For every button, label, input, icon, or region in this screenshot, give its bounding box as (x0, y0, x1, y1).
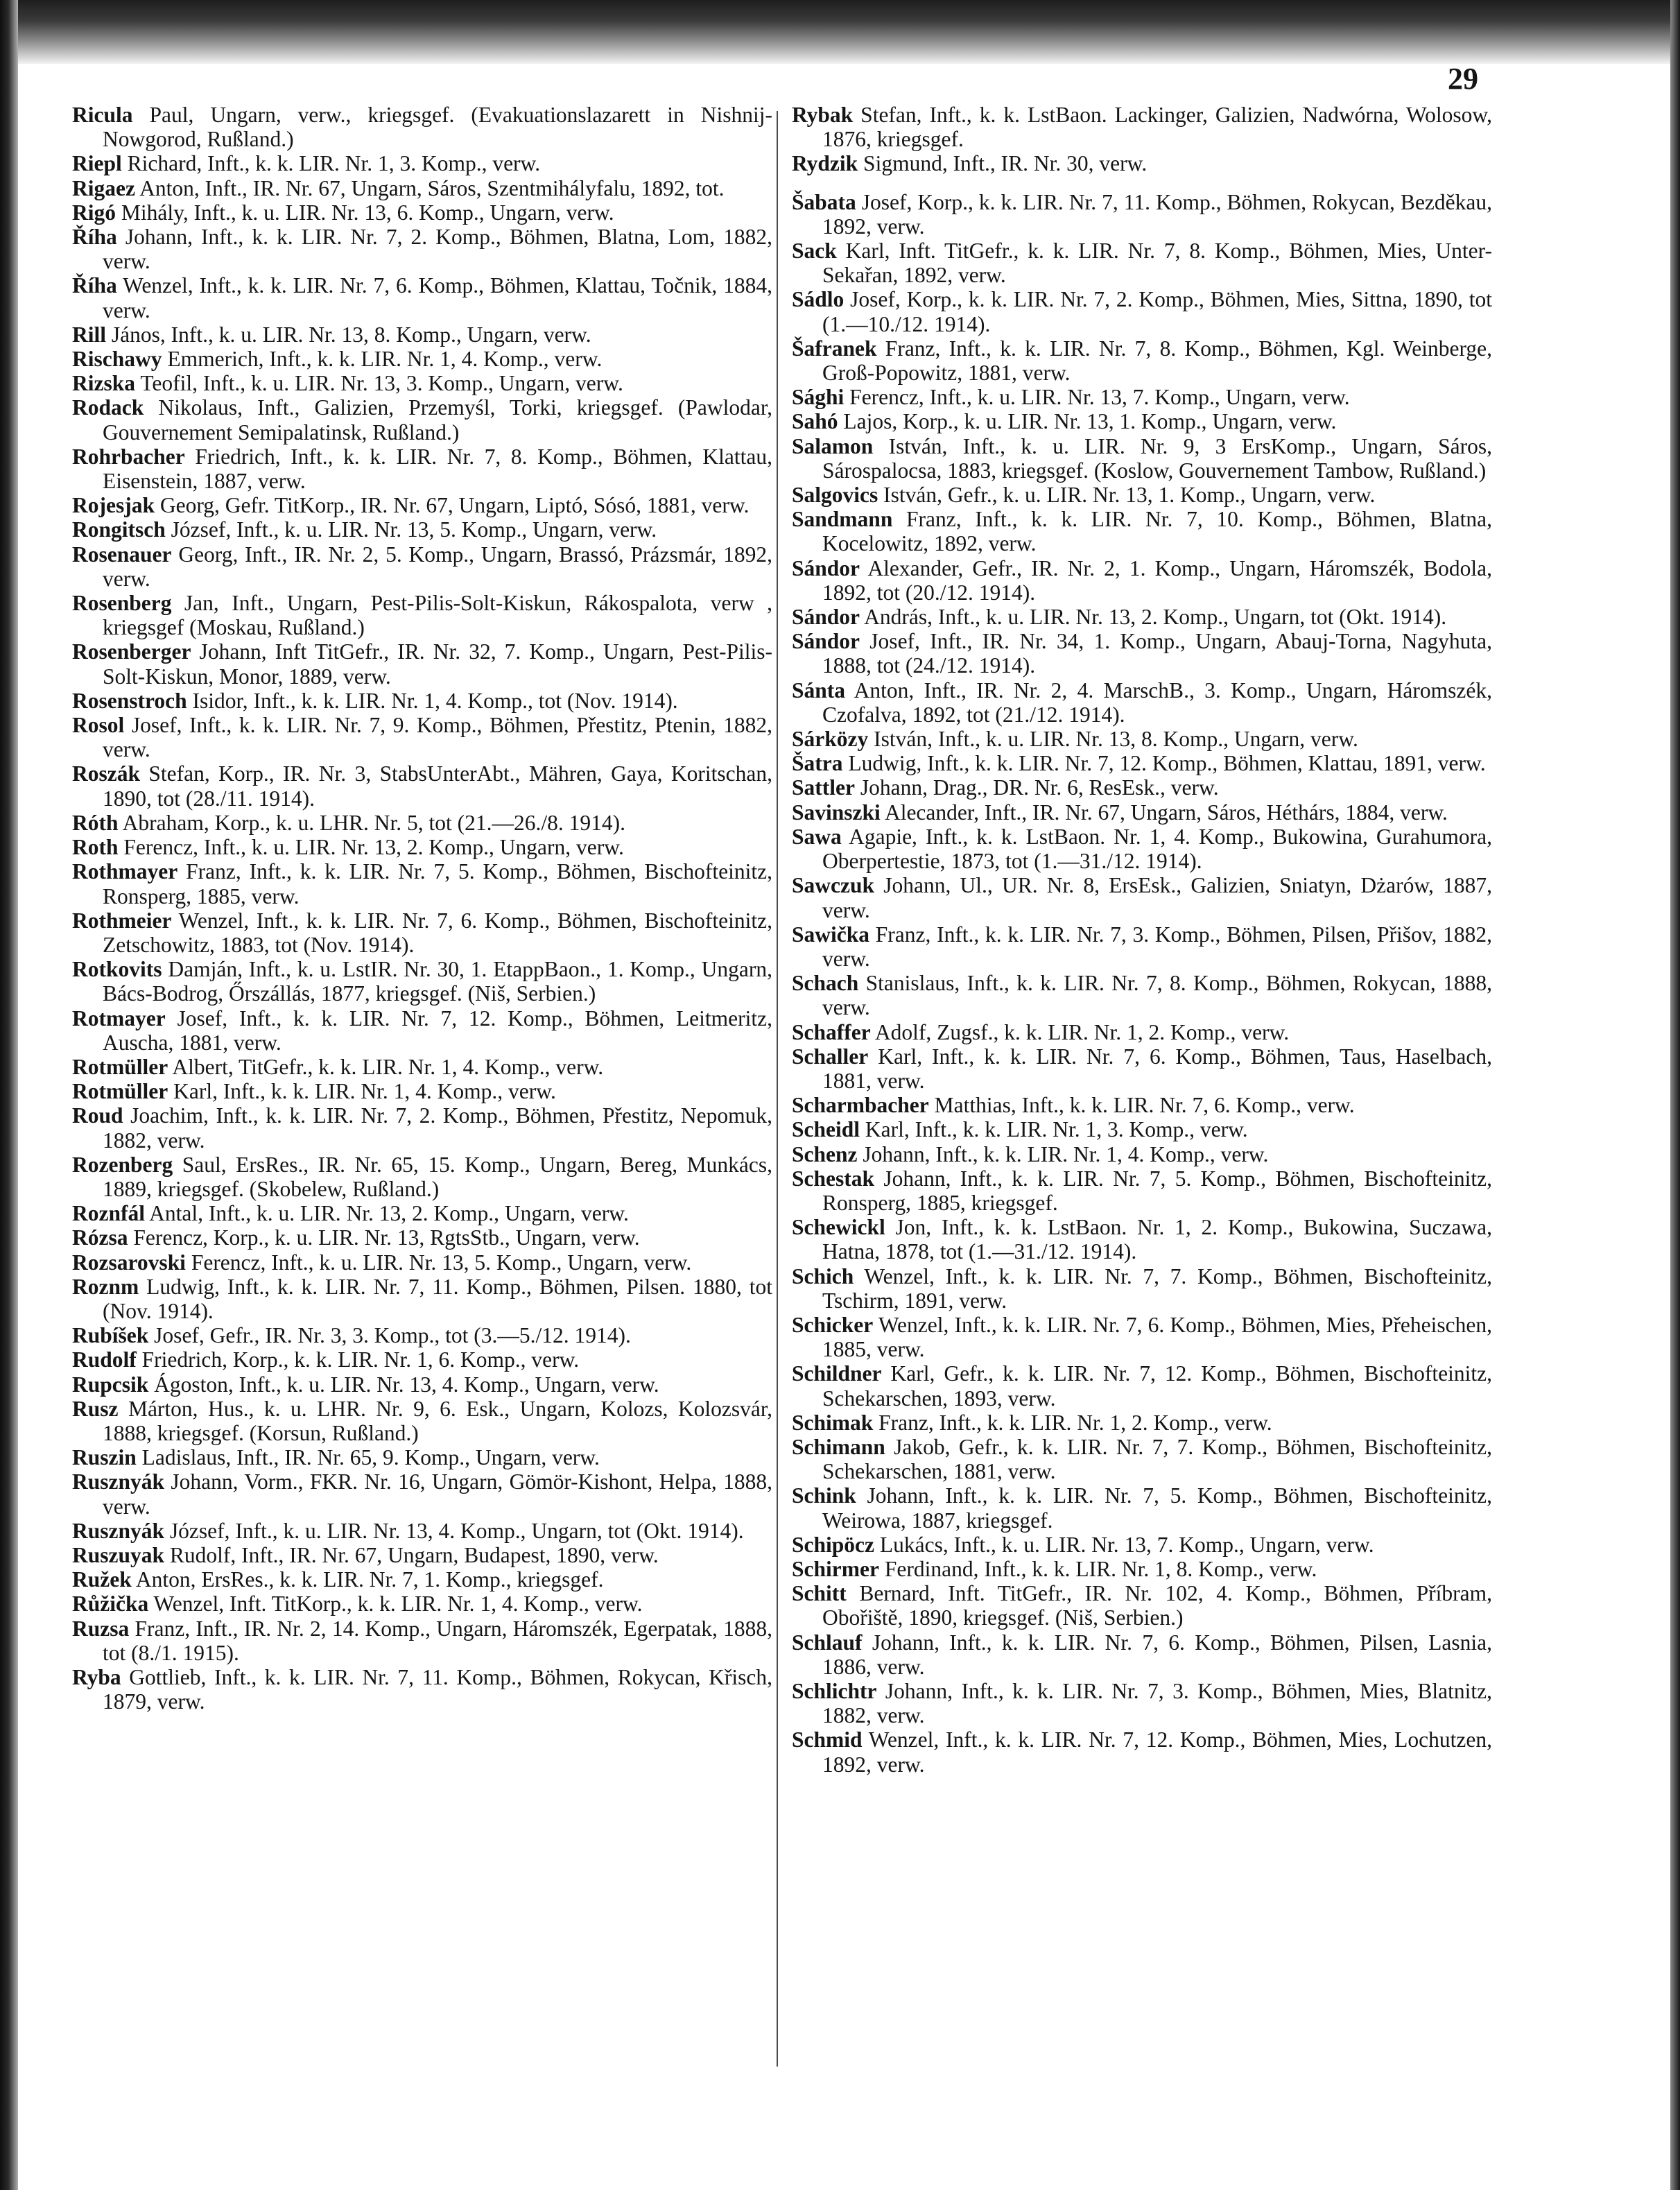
entry-surname: Sack (792, 239, 837, 264)
register-entry (72, 1323, 772, 1347)
section-gap (792, 176, 1492, 190)
entry-details: Jakob, Gefr., k. k. LIR. Nr. 7, 7. Komp., Böhmen, Bischofteinitz, Schekarschen, 1881, verw. (822, 1434, 1492, 1484)
entry-details: Johann, Ul., UR. Nr. 8, ErsEsk., Galizien, Sniatyn, Dżarów, 1887, verw. (822, 873, 1492, 922)
register-entry (72, 1592, 772, 1616)
register-entry (72, 273, 772, 322)
entry-details: Ferencz, Korp., k. u. LIR. Nr. 13, RgtsStb., Ungarn, verw. (128, 1225, 640, 1250)
entry-details: Saul, ErsRes., IR. Nr. 65, 15. Komp., Ungarn, Bereg, Munkács, 1889, kriegsgef. (Skobelew, Rußland.) (103, 1152, 772, 1201)
entry-surname: Salgovics (792, 483, 878, 508)
entry-details: Karl, Inft., k. k. LIR. Nr. 7, 6. Komp., Böhmen, Taus, Haselbach, 1881, verw. (822, 1044, 1492, 1093)
entry-details: Josef, Inft., k. k. LIR. Nr. 7, 9. Komp., Böhmen, Přestitz, Ptenin, 1882, verw. (103, 713, 772, 762)
entry-surname: Rózsa (72, 1225, 128, 1250)
entry-surname: Rongitsch (72, 517, 166, 542)
entry-details: Franz, Inft., k. k. LIR. Nr. 7, 3. Komp., Böhmen, Pilsen, Přišov, 1882, verw. (822, 922, 1492, 971)
entry-surname: Roth (72, 835, 119, 860)
entry-surname: Schimann (792, 1434, 885, 1459)
entry-surname: Rusz (72, 1396, 119, 1421)
register-entry (72, 1250, 772, 1275)
entry-details: Josef, Inft., IR. Nr. 34, 1. Komp., Ungarn, Abauj-Torna, Nagyhuta, 1888, tot (24./12. 1914). (822, 629, 1492, 678)
register-entry (792, 971, 1492, 1019)
register-entry (72, 151, 772, 175)
register-entry (72, 1372, 772, 1397)
register-entry (72, 1519, 772, 1543)
entry-details: Paul, Ungarn, verw., kriegsgef. (Evakuationslazarett in Nishnij-Nowgorod, Rußland.) (103, 103, 772, 152)
entry-details: Ferencz, Inft., k. u. LIR. Nr. 13, 5. Komp., Ungarn, verw. (185, 1250, 692, 1275)
register-entry (72, 445, 772, 493)
register-entry (72, 689, 772, 713)
entry-details: Albert, TitGefr., k. k. LIR. Nr. 1, 4. Komp., verw. (168, 1054, 604, 1079)
register-entry (72, 200, 772, 225)
register-entry (72, 395, 772, 444)
entry-details: Gottlieb, Inft., k. k. LIR. Nr. 7, 11. Komp., Böhmen, Rokycan, Křisch, 1879, verw. (103, 1665, 772, 1714)
entry-details: Friedrich, Inft., k. k. LIR. Nr. 7, 8. Komp., Böhmen, Klattau, Eisenstein, 1887, verw. (103, 444, 772, 494)
entry-details: Stefan, Inft., k. k. LstBaon. Lackinger, Galizien, Nadwórna, Wolosow, 1876, kriegsgef. (822, 103, 1492, 152)
entry-details: Matthias, Inft., k. k. LIR. Nr. 7, 6. Komp., verw. (928, 1093, 1355, 1118)
register-entry (792, 1533, 1492, 1557)
entry-details: Josef, Korp., k. k. LIR. Nr. 7, 2. Komp., Böhmen, Mies, Sittna, 1890, tot (1.—10./12. 1914). (822, 287, 1492, 336)
entry-details: Johann, Drag., DR. Nr. 6, ResEsk., verw. (854, 775, 1219, 800)
entry-surname: Sattler (792, 775, 855, 800)
entry-surname: Sawička (792, 922, 870, 947)
entry-details: Karl, Inft., k. k. LIR. Nr. 1, 4. Komp., verw. (168, 1079, 556, 1104)
entry-details: Franz, Inft., IR. Nr. 2, 14. Komp., Ungarn, Háromszék, Egerpatak, 1888, tot (8./1. 1915). (103, 1616, 772, 1665)
entry-details: Isidor, Inft., k. k. LIR. Nr. 1, 4. Komp., tot (Nov. 1914). (187, 688, 678, 713)
entry-details: Wenzel, Inft., k. k. LIR. Nr. 7, 6. Komp., Böhmen, Bischofteinitz, Zetschowitz, 1883, tot (Nov. 1914). (103, 908, 772, 957)
register-entry (72, 639, 772, 688)
register-entry (72, 542, 772, 591)
register-entry (792, 922, 1492, 971)
entry-surname: Sághi (792, 385, 845, 410)
register-entry (72, 1153, 772, 1201)
register-entry (792, 1142, 1492, 1166)
register-entry (792, 507, 1492, 555)
entry-details: Anton, Inft., IR. Nr. 2, 4. MarschB., 3. Komp., Ungarn, Háromszék, Czofalva, 1892, tot (21./12. 1914). (822, 678, 1492, 727)
entry-surname: Schewickl (792, 1215, 885, 1240)
entry-details: Josef, Korp., k. k. LIR. Nr. 7, 11. Komp., Böhmen, Rokycan, Bezděkau, 1892, verw. (822, 189, 1492, 239)
entry-details: Karl, Inft., k. k. LIR. Nr. 1, 3. Komp., verw. (860, 1117, 1248, 1142)
entry-surname: Rohrbacher (72, 444, 185, 469)
entry-surname: Schlichtr (792, 1679, 877, 1703)
entry-details: Ágoston, Inft., k. u. LIR. Nr. 13, 4. Komp., Ungarn, verw. (148, 1372, 659, 1397)
entry-details: Ladislaus, Inft., IR. Nr. 65, 9. Komp., Ungarn, verw. (136, 1445, 600, 1470)
entry-details: Rudolf, Inft., IR. Nr. 67, Ungarn, Budapest, 1890, verw. (164, 1542, 659, 1567)
register-entry (72, 1201, 772, 1225)
register-entry (792, 775, 1492, 800)
entry-details: János, Inft., k. u. LIR. Nr. 13, 8. Komp., Ungarn, verw. (106, 322, 591, 347)
entry-details: Ferencz, Inft., k. u. LIR. Nr. 13, 2. Komp., Ungarn, verw. (118, 835, 624, 860)
entry-details: Wenzel, Inft., k. k. LIR. Nr. 7, 7. Komp., Böhmen, Bischofteinitz, Tschirm, 1891, verw. (822, 1264, 1492, 1313)
entry-surname: Šafranek (792, 336, 877, 361)
left-column (72, 103, 772, 1714)
register-entry (792, 1630, 1492, 1679)
entry-details: Franz, Inft., k. k. LIR. Nr. 1, 2. Komp., verw. (873, 1410, 1272, 1435)
entry-surname: Rosenauer (72, 542, 172, 567)
register-entry (792, 727, 1492, 751)
entry-surname: Rotkovits (72, 957, 162, 982)
register-entry (72, 859, 772, 908)
entry-surname: Říha (72, 225, 117, 250)
register-entry (792, 605, 1492, 629)
register-entry (792, 1264, 1492, 1313)
entry-surname: Sándor (792, 629, 860, 654)
register-entry (792, 1435, 1492, 1483)
register-entry (792, 1727, 1492, 1776)
register-entry (792, 336, 1492, 385)
register-entry (72, 322, 772, 347)
register-entry (72, 1079, 772, 1103)
entry-surname: Schitt (792, 1581, 847, 1606)
entry-details: Johann, Inft., k. k. LIR. Nr. 7, 3. Komp., Böhmen, Mies, Blatnitz, 1882, verw. (822, 1679, 1492, 1728)
entry-details: Ferencz, Inft., k. u. LIR. Nr. 13, 7. Komp., Ungarn, verw. (844, 385, 1350, 410)
register-entry (72, 908, 772, 957)
entry-surname: Šatra (792, 751, 843, 776)
entry-surname: Ricula (72, 103, 133, 127)
register-entry (72, 1616, 772, 1665)
entry-details: Wenzel, Inft. TitKorp., k. k. LIR. Nr. 1, 4. Komp., verw. (148, 1592, 643, 1616)
register-entry (792, 1581, 1492, 1630)
entry-details: Jon, Inft., k. k. LstBaon. Nr. 1, 2. Komp., Bukowina, Suczawa, Hatna, 1878, tot (1.—31./12. 1914). (822, 1215, 1492, 1264)
entry-surname: Rusznyák (72, 1518, 165, 1543)
entry-surname: Schmid (792, 1727, 863, 1752)
entry-surname: Ryba (72, 1665, 121, 1689)
entry-details: József, Inft., k. u. LIR. Nr. 13, 4. Komp., Ungarn, tot (Okt. 1914). (164, 1518, 744, 1543)
entry-details: Franz, Inft., k. k. LIR. Nr. 7, 10. Komp., Böhmen, Blatna, Kocelowitz, 1892, verw. (822, 507, 1492, 556)
entry-surname: Salamon (792, 433, 874, 458)
entry-surname: Schicker (792, 1312, 874, 1337)
entry-surname: Rischawy (72, 347, 162, 372)
scan-edge-top (0, 0, 1680, 64)
entry-surname: Sádlo (792, 287, 845, 312)
register-entry (792, 1166, 1492, 1215)
entry-details: Damján, Inft., k. u. LstIR. Nr. 30, 1. EtappBaon., 1. Komp., Ungarn, Bács-Bodrog, Őrszállás, 1877, kriegsgef. (Niš, Serbien.) (103, 957, 772, 1006)
column-divider (777, 111, 778, 2067)
entry-surname: Sawa (792, 824, 842, 849)
entry-surname: Sánta (792, 678, 846, 702)
register-entry (792, 1313, 1492, 1361)
entry-details: Karl, Gefr., k. k. LIR. Nr. 7, 12. Komp., Böhmen, Bischofteinitz, Schekarschen, 1893, verw. (822, 1361, 1492, 1411)
register-entry (72, 225, 772, 273)
entry-surname: Ruszin (72, 1445, 137, 1470)
entry-surname: Ruszuyak (72, 1542, 165, 1567)
entry-surname: Ruzsa (72, 1616, 130, 1641)
register-entry (792, 1411, 1492, 1435)
entry-surname: Rosol (72, 713, 125, 738)
register-entry (792, 239, 1492, 287)
entry-details: István, Gefr., k. u. LIR. Nr. 13, 1. Komp., Ungarn, verw. (878, 483, 1376, 508)
entry-details: Karl, Inft. TitGefr., k. k. LIR. Nr. 7, 8. Komp., Böhmen, Mies, Unter-Sekařan, 1892, verw. (822, 239, 1492, 288)
register-entry (792, 800, 1492, 825)
entry-details: Lukács, Inft., k. u. LIR. Nr. 13, 7. Komp., Ungarn, verw. (874, 1532, 1374, 1557)
entry-surname: Róth (72, 810, 119, 835)
entry-details: Agapie, Inft., k. k. LstBaon. Nr. 1, 4. Komp., Bukowina, Gurahumora, Oberpertestie, 1873, tot (1.—31./12. 1914). (822, 824, 1492, 874)
entry-surname: Schipöcz (792, 1532, 875, 1557)
register-entry (72, 1543, 772, 1567)
register-entry (792, 151, 1492, 175)
register-entry (72, 347, 772, 371)
entry-surname: Rudolf (72, 1347, 137, 1372)
entry-details: Wenzel, Inft., k. k. LIR. Nr. 7, 6. Komp., Böhmen, Mies, Přeheischen, 1885, verw. (822, 1312, 1492, 1362)
register-entry (792, 1093, 1492, 1117)
entry-details: Johann, Inft TitGefr., IR. Nr. 32, 7. Komp., Ungarn, Pest-Pilis-Solt-Kiskun, Monor, 1889, verw. (103, 639, 772, 689)
entry-details: Johann, Inft., k. k. LIR. Nr. 1, 4. Komp., verw. (857, 1141, 1269, 1166)
entry-details: Mihály, Inft., k. u. LIR. Nr. 13, 6. Komp., Ungarn, verw. (116, 200, 614, 225)
entry-surname: Sahó (792, 409, 838, 434)
register-entry (792, 678, 1492, 727)
register-entry (792, 483, 1492, 507)
entry-surname: Rybak (792, 103, 854, 127)
entry-surname: Schenz (792, 1141, 858, 1166)
register-entry (792, 1020, 1492, 1044)
register-entry (72, 835, 772, 859)
register-entry (792, 629, 1492, 678)
entry-details: András, Inft., k. u. LIR. Nr. 13, 2. Komp., Ungarn, tot (Okt. 1914). (860, 605, 1447, 630)
entry-surname: Sandmann (792, 507, 893, 532)
entry-details: József, Inft., k. u. LIR. Nr. 13, 5. Komp., Ungarn, verw. (165, 517, 657, 542)
entry-details: Alexander, Gefr., IR. Nr. 2, 1. Komp., Ungarn, Háromszék, Bodola, 1892, tot (20./12. 1914). (822, 555, 1492, 605)
entry-surname: Schimak (792, 1410, 874, 1435)
entry-details: Anton, ErsRes., k. k. LIR. Nr. 7, 1. Komp., kriegsgef. (131, 1567, 604, 1592)
register-entry (792, 751, 1492, 775)
entry-details: Ludwig, Inft., k. k. LIR. Nr. 7, 11. Komp., Böhmen, Pilsen. 1880, tot (Nov. 1914). (103, 1274, 772, 1323)
register-entry (72, 1006, 772, 1055)
register-entry (792, 103, 1492, 151)
register-entry (792, 825, 1492, 873)
entry-surname: Rigó (72, 200, 116, 225)
entry-surname: Rotmayer (72, 1006, 166, 1031)
entry-surname: Rozenberg (72, 1152, 173, 1177)
entry-details: Márton, Hus., k. u. LHR. Nr. 9, 6. Esk., Ungarn, Kolozs, Kolozsvár, 1888, kriegsgef. (Korsun, Rußland.) (103, 1396, 772, 1445)
entry-surname: Schlauf (792, 1630, 863, 1655)
register-entry (792, 190, 1492, 239)
entry-details: Franz, Inft., k. k. LIR. Nr. 7, 5. Komp., Böhmen, Bischofteinitz, Ronsperg, 1885, verw. (103, 859, 772, 908)
entry-surname: Roznfál (72, 1201, 145, 1226)
entry-details: Ludwig, Inft., k. k. LIR. Nr. 7, 12. Komp., Böhmen, Klattau, 1891, verw. (842, 751, 1486, 776)
register-entry (792, 1044, 1492, 1093)
register-entry (72, 1469, 772, 1518)
scan-edge-right (1670, 0, 1680, 2190)
entry-surname: Rosenberger (72, 639, 191, 664)
register-entry (792, 1215, 1492, 1264)
entry-surname: Rydzik (792, 151, 858, 176)
scan-edge-left (0, 0, 18, 2190)
entry-surname: Rodack (72, 395, 144, 420)
register-entry (72, 1103, 772, 1152)
register-entry (792, 556, 1492, 605)
entry-surname: Savinszki (792, 800, 881, 825)
entry-surname: Roud (72, 1103, 123, 1128)
register-entry (72, 1567, 772, 1592)
entry-details: Stanislaus, Inft., k. k. LIR. Nr. 7, 8. Komp., Böhmen, Rokycan, 1888, verw. (822, 971, 1492, 1020)
register-entry (72, 103, 772, 151)
entry-details: Adolf, Zugsf., k. k. LIR. Nr. 1, 2. Komp., verw. (870, 1019, 1290, 1044)
entry-details: Alecander, Inft., IR. Nr. 67, Ungarn, Sáros, Héthárs, 1884, verw. (880, 800, 1448, 825)
entry-details: Josef, Inft., k. k. LIR. Nr. 7, 12. Komp., Böhmen, Leitmeritz, Auscha, 1881, verw. (103, 1006, 772, 1055)
entry-surname: Schestak (792, 1166, 875, 1191)
entry-surname: Ružek (72, 1567, 132, 1592)
entry-details: István, Inft., k. u. LIR. Nr. 13, 8. Komp., Ungarn, verw. (868, 727, 1358, 752)
entry-surname: Rotmüller (72, 1079, 168, 1104)
entry-details: István, Inft., k. u. LIR. Nr. 9, 3 ErsKomp., Ungarn, Sáros, Sárospalocsa, 1883, kriegsgef. (Koslow, Gouvernement Tambow, Rußland.) (822, 433, 1492, 483)
entry-details: Abraham, Korp., k. u. LHR. Nr. 5, tot (21.—26./8. 1914). (118, 810, 625, 835)
entry-surname: Schich (792, 1264, 854, 1288)
entry-surname: Schirmer (792, 1556, 879, 1581)
entry-surname: Rizska (72, 371, 136, 396)
entry-details: Anton, Inft., IR. Nr. 67, Ungarn, Sáros, Szentmihályfalu, 1892, tot. (135, 175, 725, 200)
register-entry (72, 1445, 772, 1469)
entry-surname: Schaller (792, 1044, 869, 1069)
entry-details: Johann, Vorm., FKR. Nr. 16, Ungarn, Gömör-Kishont, Helpa, 1888, verw. (103, 1469, 772, 1519)
register-entry (72, 371, 772, 395)
register-entry (72, 761, 772, 810)
register-entry (792, 1483, 1492, 1532)
entry-surname: Schildner (792, 1361, 882, 1386)
entry-details: Emmerich, Inft., k. k. LIR. Nr. 1, 4. Komp., verw. (162, 347, 603, 372)
entry-details: Georg, Inft., IR. Nr. 2, 5. Komp., Ungarn, Brassó, Prázsmár, 1892, verw. (103, 542, 772, 591)
register-entry (72, 493, 772, 517)
entry-surname: Rigaez (72, 175, 135, 200)
register-entry (72, 1055, 772, 1079)
entry-surname: Rozsarovski (72, 1250, 186, 1275)
entry-details: Teofil, Inft., k. u. LIR. Nr. 13, 3. Komp., Ungarn, verw. (135, 371, 623, 396)
entry-details: Johann, Inft., k. k. LIR. Nr. 7, 2. Komp., Böhmen, Blatna, Lom, 1882, verw. (103, 225, 772, 274)
register-entry (792, 434, 1492, 483)
entry-surname: Roszák (72, 761, 141, 786)
register-entry (72, 957, 772, 1006)
entry-surname: Sárközy (792, 727, 869, 752)
entry-details: Johann, Inft., k. k. LIR. Nr. 7, 6. Komp., Böhmen, Pilsen, Lasnia, 1886, verw. (822, 1630, 1492, 1679)
register-entry (72, 713, 772, 761)
entry-details: Wenzel, Inft., k. k. LIR. Nr. 7, 6. Komp., Böhmen, Klattau, Točnik, 1884, verw. (103, 273, 772, 322)
entry-details: Lajos, Korp., k. u. LIR. Nr. 13, 1. Komp., Ungarn, verw. (838, 409, 1337, 434)
entry-surname: Schach (792, 971, 859, 996)
entry-details: Johann, Inft., k. k. LIR. Nr. 7, 5. Komp., Böhmen, Bischofteinitz, Ronsperg, 1885, kriegsgef. (822, 1166, 1492, 1215)
entry-surname: Rusznyák (72, 1469, 165, 1494)
entry-details: Franz, Inft., k. k. LIR. Nr. 7, 8. Komp., Böhmen, Kgl. Weinberge, Groß-Popowitz, 1881, verw. (822, 336, 1492, 386)
entry-surname: Rosenstroch (72, 688, 187, 713)
entry-surname: Rill (72, 322, 107, 347)
register-entry (792, 1361, 1492, 1410)
register-entry (72, 1225, 772, 1250)
register-entry (72, 591, 772, 639)
entry-surname: Roznm (72, 1274, 139, 1299)
entry-details: Bernard, Inft. TitGefr., IR. Nr. 102, 4. Komp., Böhmen, Příbram, Obořiště, 1890, kriegsgef. (Niš, Serbien.) (822, 1581, 1492, 1630)
register-entry (72, 1397, 772, 1445)
entry-surname: Schink (792, 1483, 856, 1508)
entry-surname: Sándor (792, 555, 860, 580)
register-entry (792, 1117, 1492, 1141)
register-entry (792, 385, 1492, 409)
register-entry (72, 176, 772, 200)
entry-details: Josef, Gefr., IR. Nr. 3, 3. Komp., tot (3.—5./12. 1914). (148, 1323, 631, 1348)
entry-details: Jan, Inft., Ungarn, Pest-Pilis-Solt-Kiskun, Rákospalota, verw , kriegsgef (Moskau, Rußland.) (103, 591, 772, 640)
register-entry (792, 409, 1492, 433)
register-entry (72, 1665, 772, 1714)
entry-surname: Rupcsik (72, 1372, 149, 1397)
entry-details: Georg, Gefr. TitKorp., IR. Nr. 67, Ungarn, Liptó, Sósó, 1881, verw. (155, 493, 750, 518)
entry-details: Johann, Inft., k. k. LIR. Nr. 7, 5. Komp., Böhmen, Bischofteinitz, Weirowa, 1887, kriegsgef. (822, 1483, 1492, 1533)
entry-surname: Šabata (792, 189, 856, 214)
entry-details: Joachim, Inft., k. k. LIR. Nr. 7, 2. Komp., Böhmen, Přestitz, Nepomuk, 1882, verw. (103, 1103, 772, 1153)
entry-details: Wenzel, Inft., k. k. LIR. Nr. 7, 12. Komp., Böhmen, Mies, Lochutzen, 1892, verw. (822, 1727, 1492, 1777)
entry-surname: Rubíšek (72, 1323, 149, 1348)
entry-surname: Rotmüller (72, 1054, 168, 1079)
register-entry (72, 811, 772, 835)
entry-surname: Scharmbacher (792, 1093, 929, 1118)
entry-details: Richard, Inft., k. k. LIR. Nr. 1, 3. Komp., verw. (121, 151, 541, 176)
entry-details: Nikolaus, Inft., Galizien, Przemyśl, Torki, kriegsgef. (Pawlodar, Gouvernement Semipalatinsk, Rußland.) (103, 395, 772, 445)
entry-surname: Rothmeier (72, 908, 172, 933)
entry-details: Ferdinand, Inft., k. k. LIR. Nr. 1, 8. Komp., verw. (878, 1556, 1317, 1581)
entry-surname: Schaffer (792, 1019, 871, 1044)
entry-surname: Růžička (72, 1592, 149, 1616)
entry-surname: Sawczuk (792, 873, 875, 898)
entry-surname: Scheidl (792, 1117, 860, 1142)
right-column (792, 103, 1492, 1777)
page-number: 29 (1448, 62, 1478, 96)
entry-surname: Sándor (792, 605, 860, 630)
register-entry (792, 1557, 1492, 1581)
entry-surname: Rojesjak (72, 493, 155, 518)
entry-surname: Říha (72, 273, 117, 298)
entry-details: Sigmund, Inft., IR. Nr. 30, verw. (858, 151, 1148, 176)
entry-details: Friedrich, Korp., k. k. LIR. Nr. 1, 6. Komp., verw. (136, 1347, 580, 1372)
register-entry (72, 1347, 772, 1372)
register-entry (72, 1275, 772, 1323)
register-entry (792, 1679, 1492, 1727)
entry-details: Stefan, Korp., IR. Nr. 3, StabsUnterAbt., Mähren, Gaya, Koritschan, 1890, tot (28./11. 1914). (103, 761, 772, 811)
entry-surname: Rothmayer (72, 859, 178, 884)
entry-surname: Riepl (72, 151, 122, 176)
register-entry (792, 287, 1492, 336)
entry-surname: Rosenberg (72, 591, 172, 616)
register-entry (792, 873, 1492, 922)
register-entry (72, 517, 772, 542)
entry-details: Antal, Inft., k. u. LIR. Nr. 13, 2. Komp., Ungarn, verw. (145, 1201, 629, 1226)
